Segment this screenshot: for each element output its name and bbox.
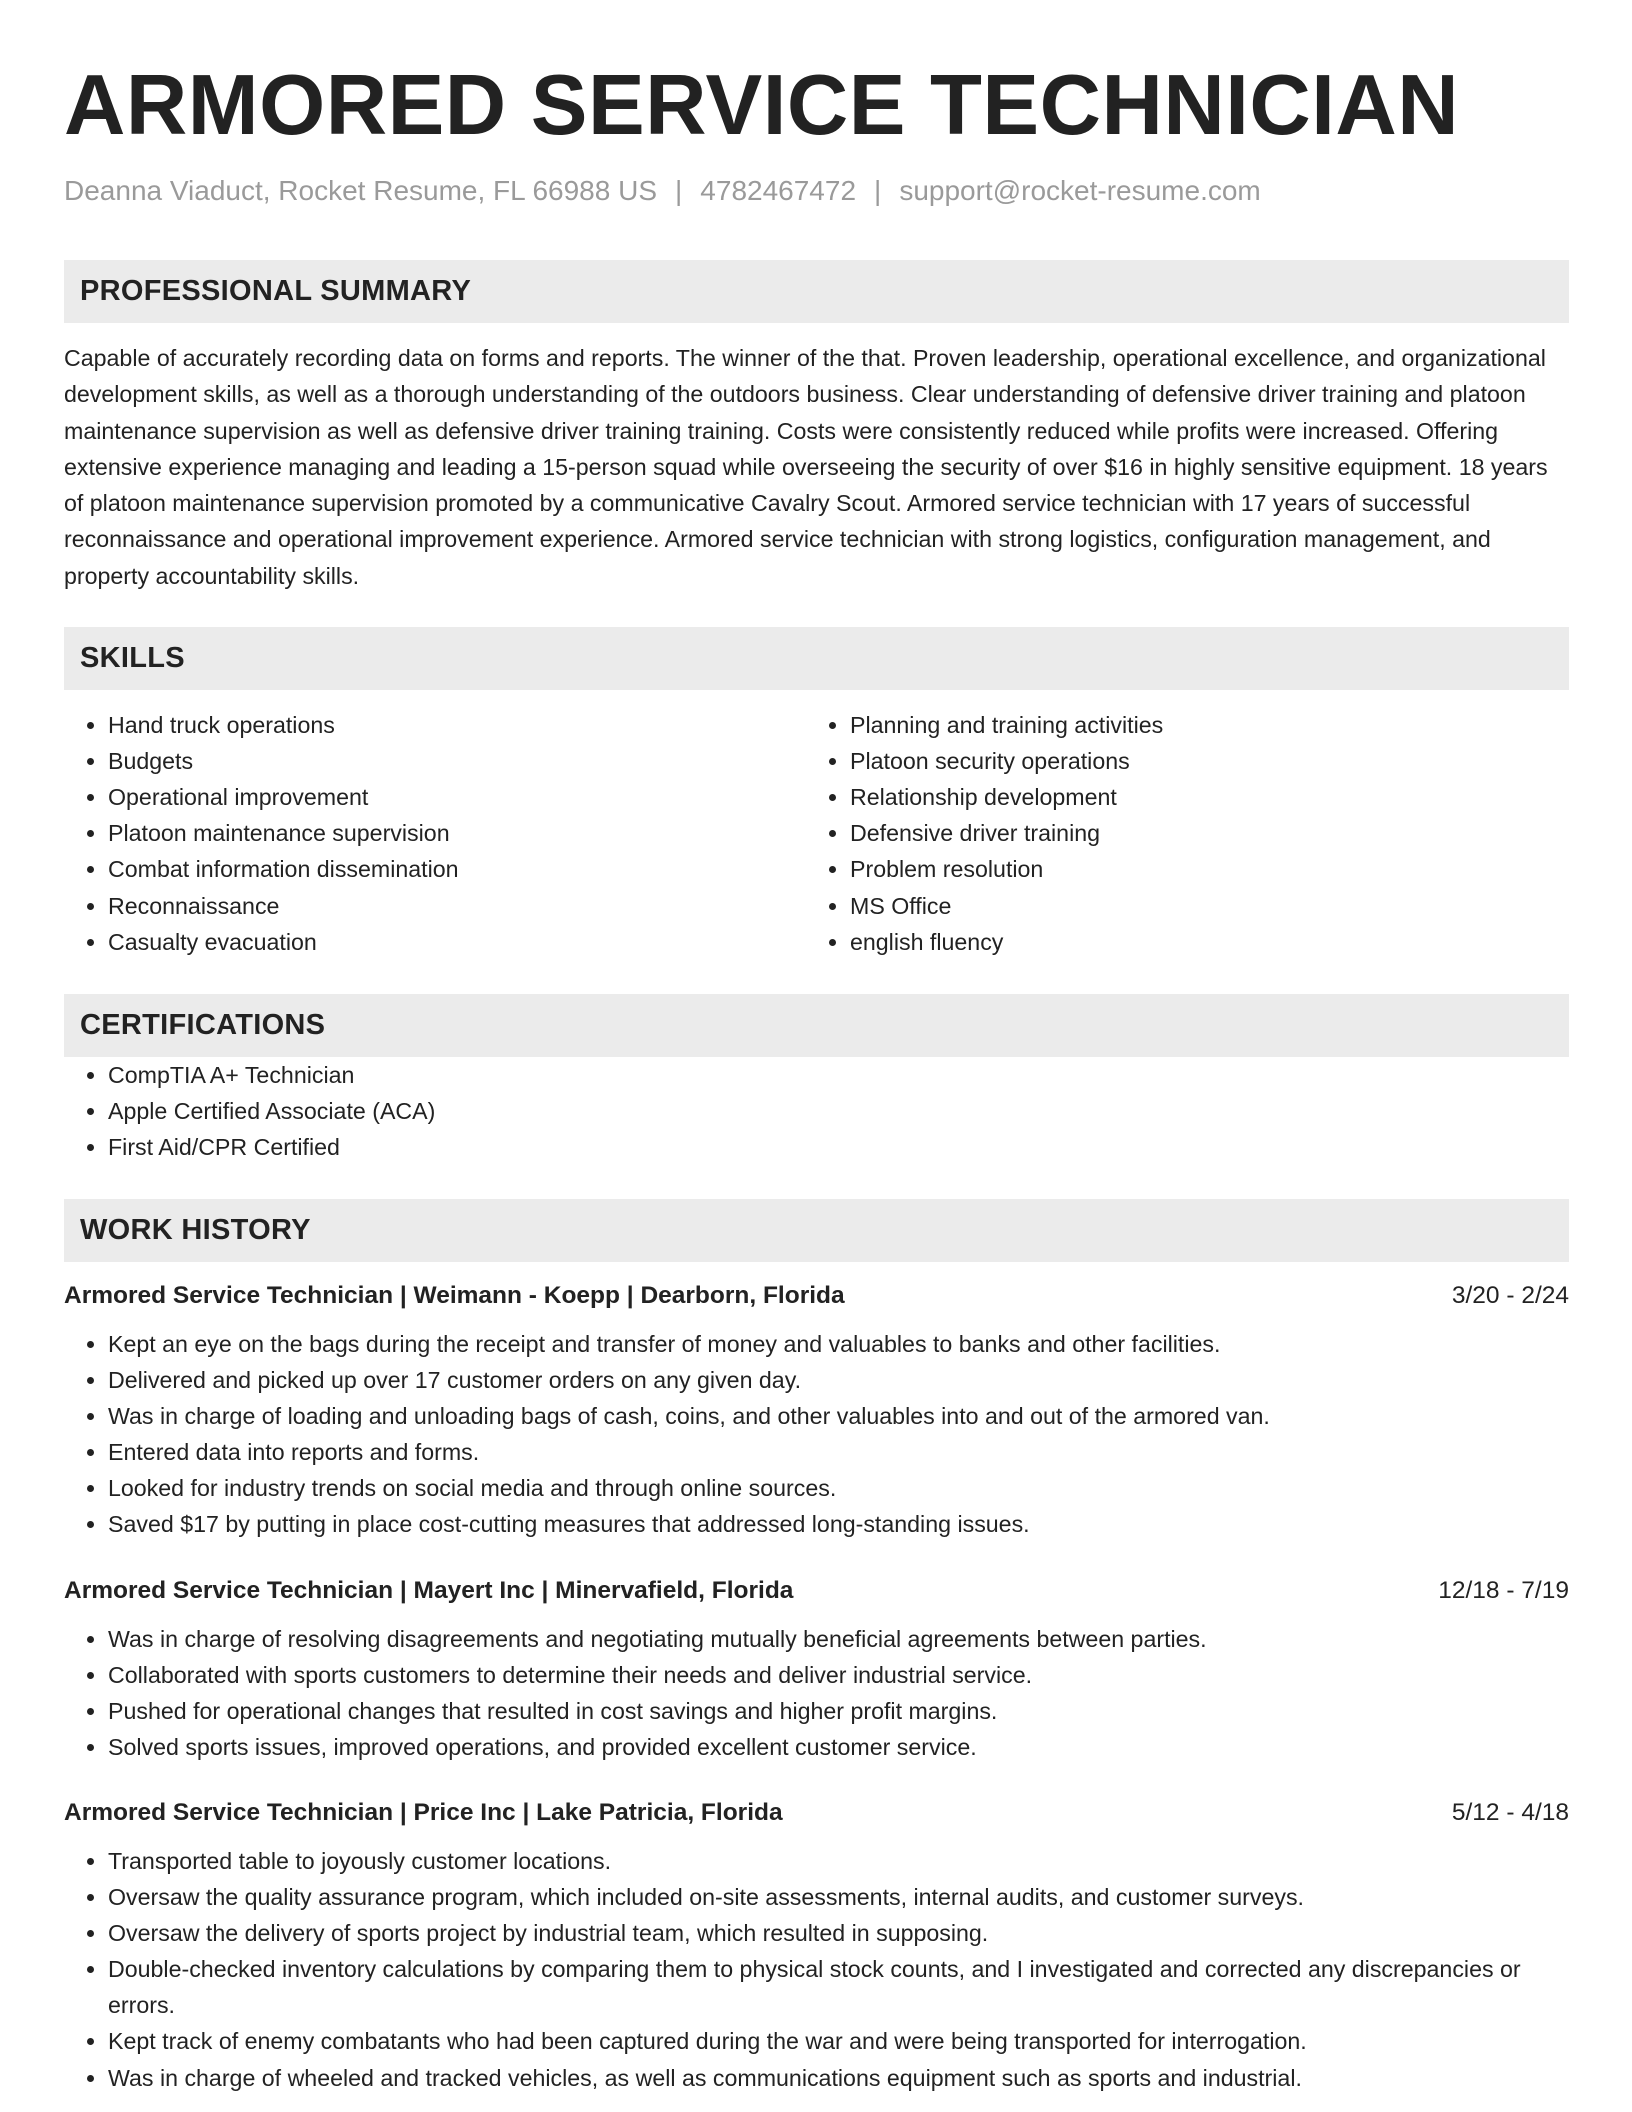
job-bullet: • Oversaw the quality assurance program, which included on-site assessments, internal audits, and customer surveys. <box>108 1879 1569 1915</box>
job-dates: 5/12 - 4/18 <box>1451 1798 1569 1826</box>
job-bullet: • Kept track of enemy combatants who had been captured during the war and were being transported for interrogation. <box>108 2023 1569 2059</box>
job-bullet: • Oversaw the delivery of sports project by industrial team, which resulted in supposing. <box>108 1915 1569 1951</box>
job-dates: 12/18 - 7/19 <box>1438 1576 1569 1604</box>
certification-item: • CompTIA A+ Technician <box>108 1057 1569 1093</box>
job-bullet: • Transported table to joyously customer locations. <box>108 1843 1569 1879</box>
job-bullets <box>64 1843 1569 2096</box>
work-history-heading: WORK HISTORY <box>64 1199 1569 1262</box>
contact-separator: | <box>675 175 683 206</box>
job-bullet: • Pushed for operational changes that resulted in cost savings and higher profit margins. <box>108 1693 1569 1729</box>
job-title: Armored Service Technician | Price Inc | Lake Patricia, Florida <box>64 1798 783 1826</box>
job-entry <box>64 1281 1569 1543</box>
job-bullets <box>64 1621 1569 1765</box>
job-bullet: • Double-checked inventory calculations by comparing them to physical stock counts, and I investigated and corrected any discrepancies or errors. <box>108 1951 1569 2023</box>
job-header <box>64 1281 1569 1311</box>
skill-item: • Casualty evacuation <box>108 924 806 960</box>
job-bullets <box>64 1326 1569 1543</box>
skills-heading: SKILLS <box>64 627 1569 690</box>
certifications-heading: CERTIFICATIONS <box>64 994 1569 1057</box>
job-title: Armored Service Technician | Mayert Inc | Minervafield, Florida <box>64 1576 794 1604</box>
skill-item: • Combat information dissemination <box>108 851 806 887</box>
job-bullet: • Saved $17 by putting in place cost-cutting measures that addressed long-standing issues. <box>108 1506 1569 1542</box>
job-bullet: • Was in charge of loading and unloading bags of cash, coins, and other valuables into and out of the armored van. <box>108 1398 1569 1434</box>
certifications-list <box>64 1057 1569 1165</box>
skills-column-right <box>806 707 1548 960</box>
skill-item: • Platoon maintenance supervision <box>108 815 806 851</box>
job-entry <box>64 1576 1569 1765</box>
job-bullet: • Solved sports issues, improved operations, and provided excellent customer service. <box>108 1729 1569 1765</box>
skill-item: • Planning and training activities <box>850 707 1548 743</box>
skills-column-left <box>64 707 806 960</box>
contact-address: Deanna Viaduct, Rocket Resume, FL 66988 US <box>64 175 658 206</box>
skill-item: • Relationship development <box>850 779 1548 815</box>
job-header <box>64 1576 1569 1606</box>
skill-item: • Defensive driver training <box>850 815 1548 851</box>
job-bullet: • Delivered and picked up over 17 customer orders on any given day. <box>108 1362 1569 1398</box>
summary-heading: PROFESSIONAL SUMMARY <box>64 260 1569 323</box>
skills-list <box>64 707 1569 960</box>
job-title: Armored Service Technician | Weimann - Koepp | Dearborn, Florida <box>64 1282 845 1310</box>
certification-item: • Apple Certified Associate (ACA) <box>108 1093 1569 1129</box>
contact-phone: 4782467472 <box>700 175 857 206</box>
job-bullet: • Was in charge of resolving disagreements and negotiating mutually beneficial agreements between parties. <box>108 1621 1569 1657</box>
resume-title: ARMORED SERVICE TECHNICIAN <box>64 58 1460 153</box>
skill-item: • MS Office <box>850 888 1548 924</box>
contact-email: support@rocket-resume.com <box>899 175 1261 206</box>
skill-item: • Budgets <box>108 743 806 779</box>
contact-separator: | <box>874 175 882 206</box>
job-bullet: • Looked for industry trends on social media and through online sources. <box>108 1470 1569 1506</box>
job-bullet: • Entered data into reports and forms. <box>108 1434 1569 1470</box>
skill-item: • english fluency <box>850 924 1548 960</box>
skill-item: • Reconnaissance <box>108 888 806 924</box>
job-bullet: • Kept an eye on the bags during the receipt and transfer of money and valuables to banks and other facilities. <box>108 1326 1569 1362</box>
skill-item: • Operational improvement <box>108 779 806 815</box>
job-header <box>64 1798 1569 1828</box>
resume-page <box>64 0 1569 2096</box>
job-bullet: • Was in charge of wheeled and tracked vehicles, as well as communications equipment such as sports and industrial. <box>108 2060 1569 2096</box>
contact-line <box>64 174 1569 208</box>
summary-text: Capable of accurately recording data on forms and reports. The winner of the that. Proven leadership, operational excellence, and organizational development skills, as well as a thorough understanding of the outdoors business. Clear understanding of defensive driver training and platoon maintenance supervision as well as defensive driver training training. Costs were consistently reduced while profits were increased. Offering extensive experience managing and leading a 15-person squad while overseeing the security of over $16 in highly sensitive equipment. 18 years of platoon maintenance supervision promoted by a communicative Cavalry Scout. Armored service technician with 17 years of successful reconnaissance and operational improvement experience. Armored service technician with strong logistics, configuration management, and property accountability skills. <box>64 345 1548 589</box>
skill-item: • Problem resolution <box>850 851 1548 887</box>
job-dates: 3/20 - 2/24 <box>1451 1282 1569 1310</box>
job-entry <box>64 1798 1569 2096</box>
skill-item: • Hand truck operations <box>108 707 806 743</box>
job-bullet: • Collaborated with sports customers to determine their needs and deliver industrial service. <box>108 1657 1569 1693</box>
certification-item: • First Aid/CPR Certified <box>108 1129 1569 1165</box>
skill-item: • Platoon security operations <box>850 743 1548 779</box>
